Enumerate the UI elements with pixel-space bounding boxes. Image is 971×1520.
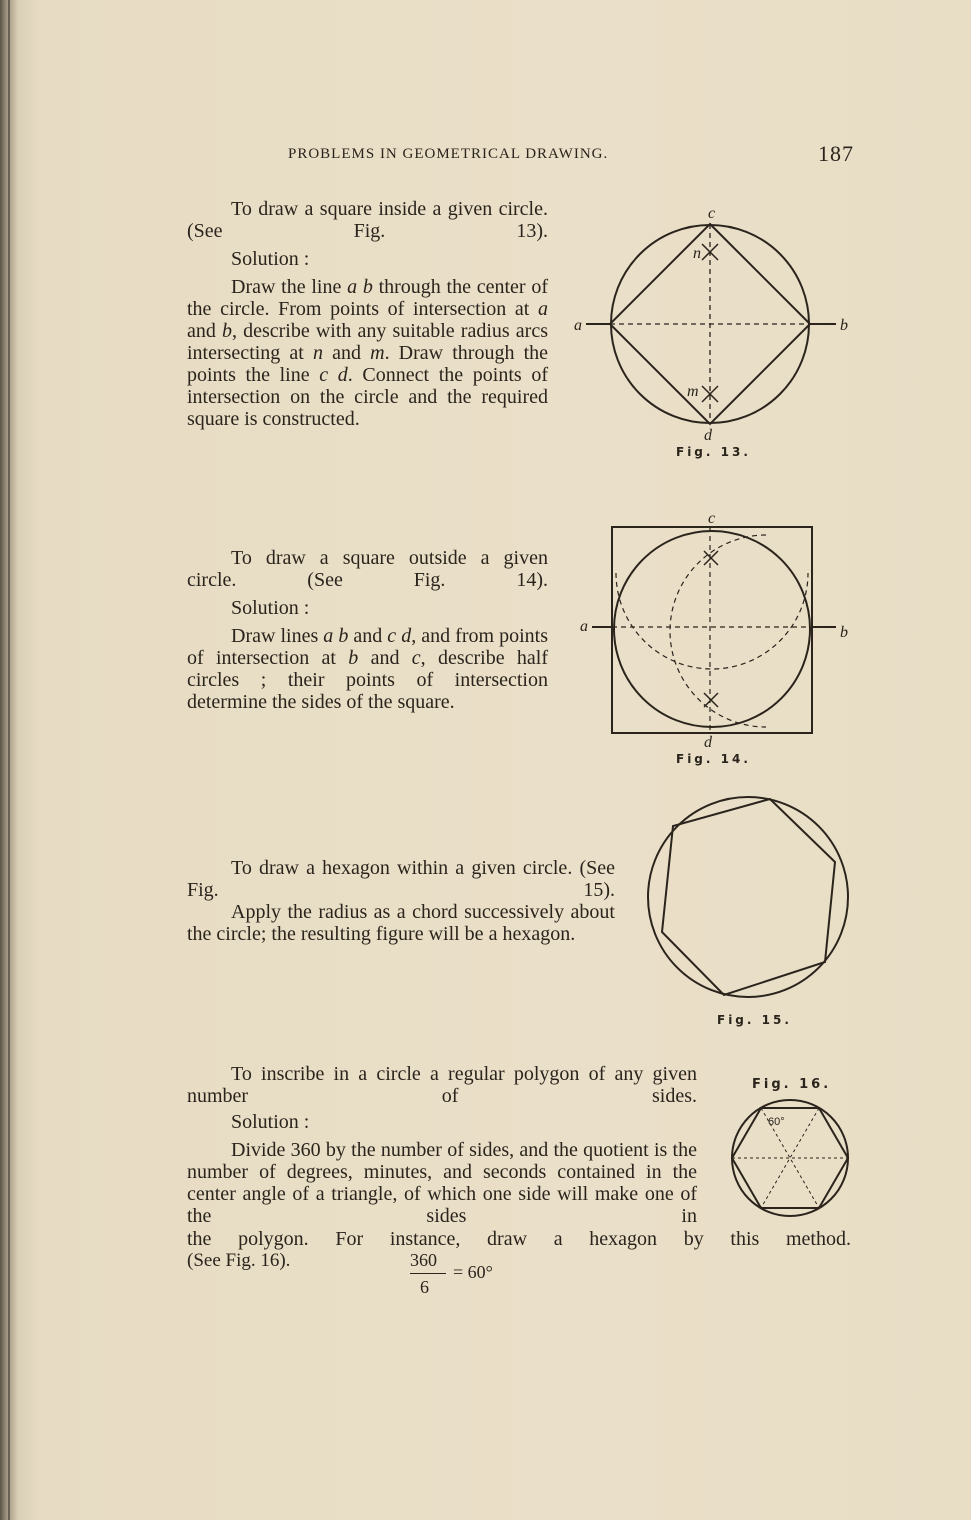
figure-15-drawing (632, 784, 862, 1014)
fig14-intersection-bottom (704, 693, 718, 707)
figure-14-label: Fig. 14. (676, 752, 751, 766)
fig13-label-b: b (840, 317, 848, 334)
section4-last-line: the polygon. For instance, draw a hexagon by this method. (187, 1228, 851, 1250)
page-number: 187 (818, 141, 854, 166)
section4-intro: To inscribe in a circle a regular polygon of any given number of sides. (187, 1063, 697, 1107)
fig13-label-n: n (693, 245, 701, 262)
fraction-numerator: 360 (410, 1250, 437, 1270)
figure-16-drawing (720, 1098, 860, 1228)
section2-intro: To draw a square outside a given circle. (See Fig. 14). (187, 547, 548, 591)
fig16-angle-label: 60° (768, 1116, 785, 1128)
fraction-result: = 60° (453, 1262, 493, 1282)
fig14-half-circle-from-c (616, 573, 808, 669)
section1-body: Draw the line a b through the center of the circle. From points of intersection at a and b, describe with any suitable radius arcs intersecting at n and m. Draw through the points the line c d. Connect the points of intersection on the circle and the required square is constructed. (187, 276, 548, 430)
fig15-inscribed-hexagon (662, 799, 835, 995)
fig14-label-c: c (708, 510, 716, 527)
section2-body: Draw lines a b and c d, and from points of intersection at b and c, describe half circles ; their points of intersection determine the sides of the square. (187, 625, 548, 713)
fig14-label-b: b (840, 624, 848, 641)
book-spine-edge (8, 0, 10, 1520)
figure-16-label: Fig. 16. (752, 1077, 832, 1092)
running-title: PROBLEMS IN GEOMETRICAL DRAWING. (288, 146, 609, 162)
fraction-bar (410, 1273, 446, 1274)
figure-13-drawing (570, 200, 870, 460)
section4-see-fig: (See Fig. 16). (187, 1250, 291, 1271)
section2-solution-label: Solution : (231, 597, 310, 619)
figure-13-label: Fig. 13. (676, 445, 751, 459)
figure-15-label: Fig. 15. (717, 1013, 792, 1027)
fig14-label-a: a (580, 618, 588, 635)
section3-intro: To draw a hexagon within a given circle. (See Fig. 15). (187, 857, 615, 901)
section1-intro: To draw a square inside a given circle. (See Fig. 13). (187, 198, 548, 242)
fig15-circle (648, 797, 848, 997)
fig13-label-d: d (704, 427, 712, 444)
fig14-circle (614, 531, 810, 727)
section1-solution-label: Solution : (231, 248, 310, 270)
fig14-half-circle-from-b (670, 535, 766, 727)
fig13-label-c: c (708, 205, 716, 222)
fig13-label-a: a (574, 317, 582, 334)
section4-body: Divide 360 by the number of sides, and the quotient is the number of degrees, minutes, and seconds contained in the center angle of a triangle, of which one side will make one of the sides in (187, 1139, 697, 1227)
fig14-label-d: d (704, 734, 712, 751)
fraction-denominator: 6 (420, 1277, 429, 1297)
section4-solution-label: Solution : (231, 1111, 310, 1133)
fig13-label-m: m (687, 383, 699, 400)
section3-body: Apply the radius as a chord successively about the circle; the resulting figure will be a hexagon. (187, 901, 615, 945)
figure-14-drawing (570, 505, 870, 765)
fig14-intersection-top (704, 551, 718, 565)
